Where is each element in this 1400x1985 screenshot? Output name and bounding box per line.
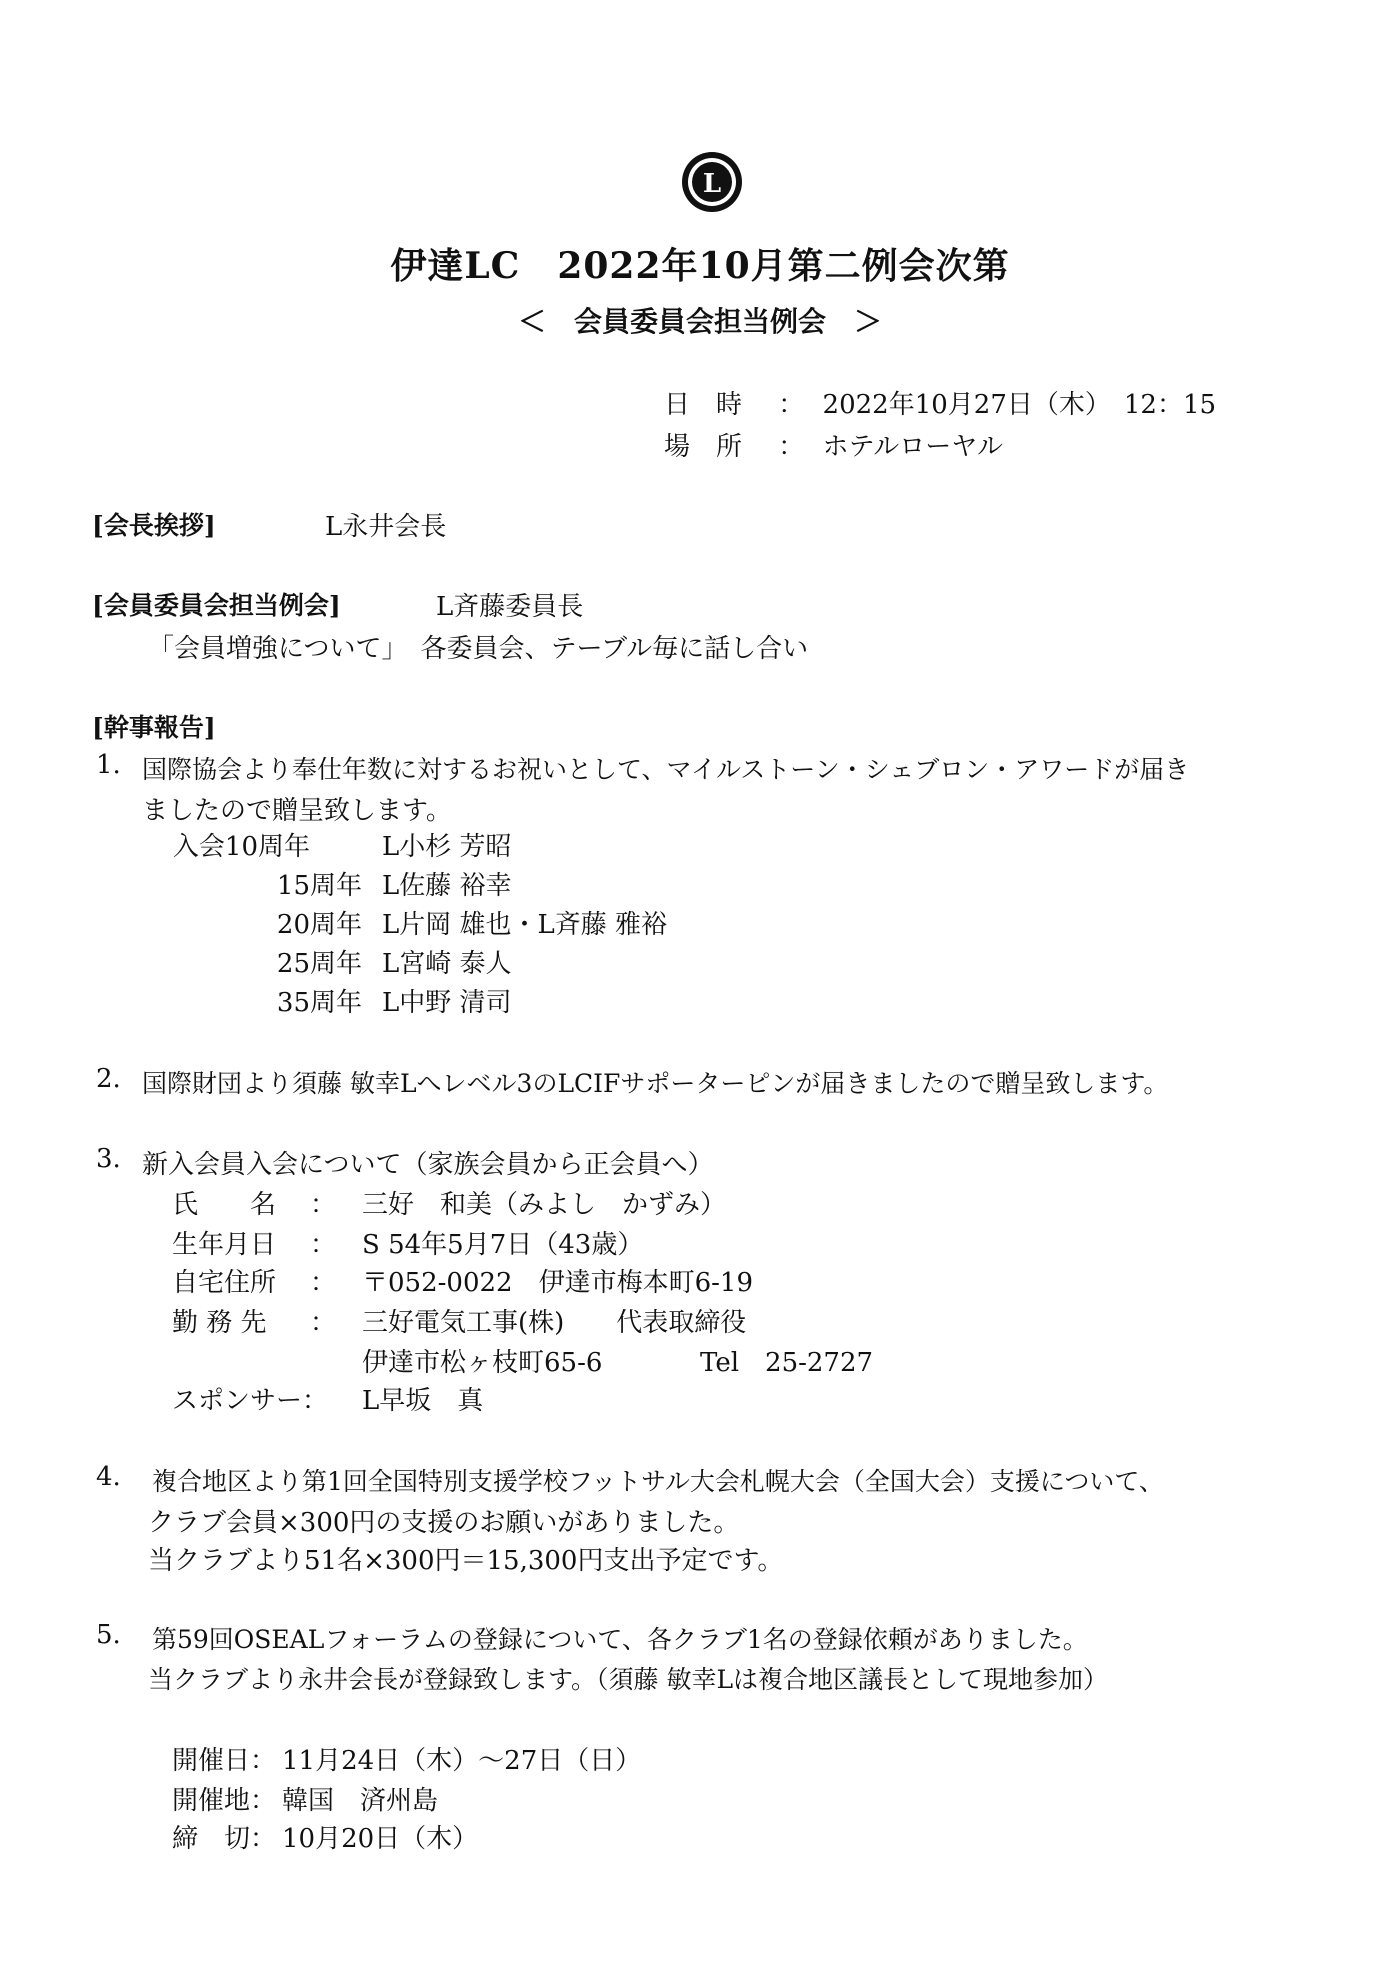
item4-line3: 当クラブより51名×300円＝15,300円支出予定です。 [148, 1546, 784, 1576]
member-birth-value: S 54年5月7日（43歳） [362, 1230, 644, 1260]
item5-number: 5. [96, 1620, 121, 1650]
item2-line1: 国際財団より須藤 敏幸Lへレベル3のLCIFサポーターピンが届きましたので贈呈致します。 [142, 1069, 1169, 1098]
place-value: ホテルローヤル [822, 432, 1003, 462]
item4-line2: クラブ会員×300円の支援のお願いがありました。 [148, 1508, 740, 1538]
place-row [664, 426, 1003, 463]
member-sponsor-label: スポンサー： [172, 1386, 329, 1416]
item5-line1: 第59回OSEALフォーラムの登録について、各クラブ1名の登録依頼がありました。 [152, 1625, 1088, 1654]
item1-line2: ましたので贈呈致します。 [142, 796, 452, 826]
place-colon: ： [778, 432, 805, 462]
item1-number: 1. [96, 750, 121, 780]
svg-text:L: L [702, 169, 722, 199]
member-address-label: 自宅住所 [172, 1268, 277, 1298]
member-colon: ： [310, 1230, 337, 1260]
committee-topic: 「会員増強について」 各委員会、テーブル毎に話し合い [148, 634, 809, 664]
member-address-value: 〒052-0022 伊達市梅本町6-19 [362, 1268, 753, 1298]
date-row [664, 384, 1216, 421]
report-heading: [幹事報告] [92, 713, 216, 742]
item4-number: 4. [96, 1462, 121, 1492]
item5-line2: 当クラブより永井会長が登録致します。（須藤 敏幸Lは複合地区議長として現地参加） [148, 1665, 1109, 1694]
member-colon: ： [310, 1268, 337, 1298]
award-names: L佐藤 裕幸 [382, 871, 512, 901]
forum-date-value: 11月24日（木）～27日（日） [282, 1746, 642, 1776]
item1-line1: 国際協会より奉仕年数に対するお祝いとして、マイルストーン・シェブロン・アワードが届き [142, 755, 1190, 784]
member-name-value: 三好 和美（みよし かずみ） [362, 1190, 727, 1220]
greeting-heading: [会長挨拶] [92, 511, 216, 540]
award-names: L宮崎 泰人 [382, 949, 512, 979]
greeting-speaker: L永井会長 [325, 512, 447, 542]
forum-deadline-label: 締 切： [172, 1824, 277, 1854]
member-name-label: 氏 名 [172, 1190, 277, 1220]
date-colon: ： [778, 390, 805, 420]
award-years: 25周年 [276, 949, 362, 979]
item3-number: 3. [96, 1144, 121, 1174]
member-birth-label: 生年月日 [172, 1230, 277, 1260]
member-sponsor-value: L早坂 真 [362, 1386, 484, 1416]
member-work-value: 三好電気工事(株) 代表取締役 [362, 1308, 747, 1338]
item2-number: 2. [96, 1064, 121, 1094]
date-value: 2022年10月27日（木） 12：15 [822, 390, 1217, 420]
page-title: 伊達LC 2022年10月第二例会次第 [390, 245, 1010, 287]
award-names: L小杉 芳昭 [382, 832, 512, 862]
item4-line1: 複合地区より第1回全国特別支援学校フットサル大会札幌大会（全国大会）支援について、 [152, 1467, 1164, 1496]
place-label: 場 所 [664, 432, 743, 462]
member-work-tel: Tel 25-2727 [700, 1348, 874, 1378]
member-work-label: 勤 務 先 [172, 1308, 267, 1338]
committee-speaker: L斉藤委員長 [436, 592, 584, 622]
member-colon: ： [310, 1308, 337, 1338]
forum-venue-value: 韓国 済州島 [282, 1786, 439, 1816]
member-colon: ： [310, 1190, 337, 1220]
member-work-address: 伊達市松ヶ枝町65-6 [362, 1348, 603, 1378]
award-years: 15周年 [276, 871, 362, 901]
date-label: 日 時 [664, 390, 743, 420]
award-years: 35周年 [276, 988, 362, 1018]
forum-date-label: 開催日： [172, 1746, 277, 1776]
forum-deadline-value: 10月20日（木） [282, 1824, 479, 1854]
page-subtitle: ＜ 会員委員会担当例会 ＞ [517, 305, 882, 338]
award-years: 入会10周年 [172, 832, 310, 862]
award-names: L中野 清司 [382, 988, 512, 1018]
committee-heading: [会員委員会担当例会] [92, 591, 341, 620]
award-years: 20周年 [276, 910, 362, 940]
item3-line1: 新入会員入会について（家族会員から正会員へ） [142, 1150, 714, 1180]
award-names: L片岡 雄也・L斉藤 雅裕 [382, 910, 668, 940]
forum-venue-label: 開催地： [172, 1786, 277, 1816]
lions-club-logo [680, 150, 744, 214]
